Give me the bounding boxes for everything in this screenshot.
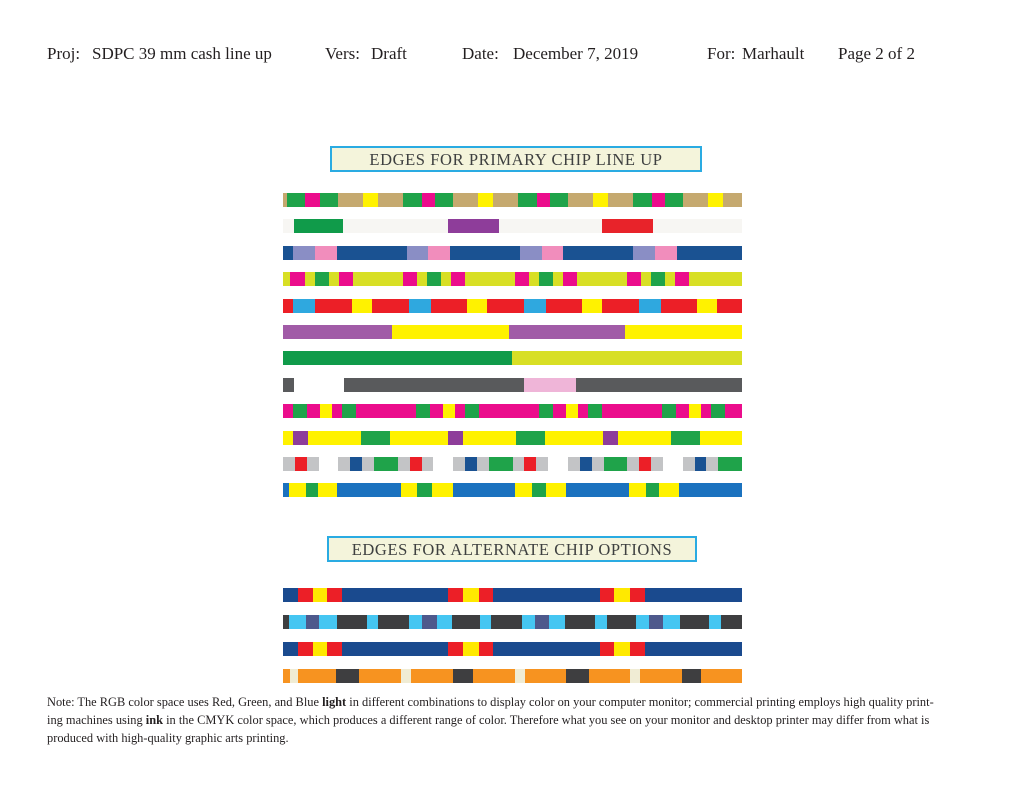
chip-edge-row-primary-07-green-chartreuse xyxy=(283,351,742,365)
chip-edge-row-alternate-03-navy-red-yellow xyxy=(283,642,742,656)
chip-edge-row-primary-05-red-cyan-yellow xyxy=(283,299,742,313)
edge-segment-altyellow xyxy=(614,588,630,602)
edge-segment-orange xyxy=(525,669,566,683)
edge-segment-red xyxy=(448,588,463,602)
edge-segment-tan xyxy=(723,193,742,207)
edge-segment-yellow xyxy=(708,193,723,207)
edge-segment-altcyan xyxy=(549,615,565,629)
edge-segment-green xyxy=(588,404,602,418)
edge-segment-tan xyxy=(338,193,363,207)
edge-segment-altyellow xyxy=(463,642,479,656)
for-value: Marhault xyxy=(742,44,805,63)
edge-segment-red xyxy=(298,642,313,656)
edge-segment-lavender xyxy=(520,246,542,260)
edge-segment-yellow xyxy=(618,431,671,445)
edge-segment-altyellow xyxy=(313,642,328,656)
edge-segment-charcoal xyxy=(576,378,742,392)
edge-segment-cream xyxy=(290,669,298,683)
edge-segment-green2 xyxy=(294,219,343,233)
edge-segment-green xyxy=(646,483,660,497)
edge-segment-red xyxy=(283,299,293,313)
edge-segment-cream xyxy=(515,669,525,683)
edge-segment-navy xyxy=(695,457,707,471)
edge-segment-green xyxy=(465,404,479,418)
edge-segment-tan xyxy=(493,193,518,207)
edge-segment-white xyxy=(663,457,683,471)
edge-segment-altcyan xyxy=(319,615,336,629)
edge-segment-white xyxy=(294,378,344,392)
edge-segment-slate xyxy=(535,615,549,629)
note-run: in the CMYK color space, which produces a different range of color. Therefore what you see on your monitor and desktop printer may differ from what is xyxy=(163,712,930,727)
edge-segment-gray xyxy=(513,457,525,471)
edge-segment-gray xyxy=(536,457,548,471)
edge-segment-blue xyxy=(566,483,629,497)
chip-edge-row-primary-10-yellow-purple-green xyxy=(283,431,742,445)
edge-segment-magenta xyxy=(283,404,293,418)
edge-segment-altcharcoal xyxy=(680,615,710,629)
edge-segment-pink xyxy=(428,246,450,260)
edge-segment-altnavy xyxy=(283,642,298,656)
edge-segment-chartreuse xyxy=(512,351,742,365)
edge-segment-chartreuse xyxy=(329,272,339,286)
edge-segment-lavender xyxy=(633,246,655,260)
edge-segment-blue xyxy=(679,483,742,497)
note-run: ing machines using xyxy=(47,712,146,727)
edge-segment-green xyxy=(671,431,700,445)
edge-segment-gray xyxy=(683,457,695,471)
edge-segment-tan xyxy=(568,193,593,207)
edge-segment-altcyan xyxy=(367,615,378,629)
edge-segment-pink xyxy=(542,246,563,260)
edge-segment-altcharcoal xyxy=(607,615,637,629)
note-bold-term: light xyxy=(322,695,347,709)
edge-segment-red xyxy=(602,299,639,313)
edge-segment-chartreuse xyxy=(465,272,515,286)
edge-segment-altnavy xyxy=(645,588,742,602)
edge-segment-magenta xyxy=(701,404,711,418)
edge-segment-white xyxy=(548,457,568,471)
edge-segment-gray xyxy=(592,457,604,471)
edge-segment-gray xyxy=(453,457,465,471)
edge-segment-navy xyxy=(450,246,520,260)
note-line xyxy=(47,730,987,748)
edge-segment-tan xyxy=(683,193,708,207)
chip-edge-row-primary-06-purple-yellow xyxy=(283,325,742,339)
edge-segment-altcharcoal xyxy=(337,615,367,629)
edge-segment-yellow xyxy=(467,299,487,313)
edge-segment-yellow xyxy=(320,404,332,418)
page-number: Page 2 of 2 xyxy=(838,44,915,63)
edge-segment-yellow xyxy=(697,299,717,313)
edge-segment-altnavy xyxy=(342,588,448,602)
edge-segment-yellow xyxy=(478,193,493,207)
edge-segment-red xyxy=(600,642,615,656)
note-line xyxy=(47,694,987,712)
edge-segment-magenta xyxy=(455,404,465,418)
edge-segment-red xyxy=(315,299,352,313)
note-run: in different combinations to display color on your computer monitor; commercial printing employs high quality print- xyxy=(346,695,934,709)
note-line xyxy=(47,712,987,730)
edge-segment-cyan xyxy=(409,299,431,313)
edge-segment-green xyxy=(435,193,453,207)
edge-segment-offwhite xyxy=(499,219,602,233)
edge-segment-red xyxy=(600,588,615,602)
edge-segment-magenta xyxy=(479,404,539,418)
edge-segment-gray xyxy=(362,457,374,471)
edge-segment-offwhite xyxy=(343,219,448,233)
edge-segment-offwhite xyxy=(283,219,294,233)
edge-segment-orange xyxy=(411,669,452,683)
edge-segment-tan xyxy=(378,193,403,207)
edge-segment-red xyxy=(717,299,742,313)
edge-segment-altcharcoal xyxy=(336,669,359,683)
edge-segment-green xyxy=(539,272,553,286)
edge-segment-chartreuse xyxy=(305,272,315,286)
edge-segment-gray xyxy=(422,457,434,471)
edge-segment-gray xyxy=(338,457,350,471)
chip-edge-row-alternate-04-orange-charcoal-cream xyxy=(283,669,742,683)
edge-segment-green xyxy=(651,272,665,286)
edge-segment-yellow xyxy=(392,325,509,339)
edge-segment-gray xyxy=(283,457,295,471)
edge-segment-magenta xyxy=(332,404,342,418)
edge-segment-chartreuse xyxy=(689,272,742,286)
edge-segment-green xyxy=(287,193,305,207)
chip-edge-row-primary-03-navy-lavender-pink xyxy=(283,246,742,260)
chip-edge-row-primary-11-gray-red-navy-green xyxy=(283,457,742,471)
edge-segment-magenta xyxy=(563,272,577,286)
edge-segment-yellow xyxy=(546,483,566,497)
edge-segment-navy xyxy=(677,246,742,260)
edge-segment-altcyan xyxy=(709,615,721,629)
edge-segment-gray xyxy=(398,457,410,471)
edge-segment-altnavy xyxy=(342,642,448,656)
edge-segment-magenta xyxy=(356,404,416,418)
edge-segment-magenta xyxy=(430,404,443,418)
edge-segment-green xyxy=(604,457,628,471)
edge-segment-green xyxy=(662,404,676,418)
note-run: Note: The RGB color space uses Red, Green, and Blue xyxy=(47,695,323,709)
edge-segment-magenta xyxy=(307,404,320,418)
edge-segment-green xyxy=(711,404,725,418)
edge-segment-slate xyxy=(306,615,319,629)
edge-segment-green xyxy=(374,457,398,471)
edge-segment-navy xyxy=(580,457,592,471)
edge-segment-purple2 xyxy=(293,431,308,445)
edge-segment-yellow xyxy=(545,431,603,445)
edge-segment-green xyxy=(416,404,430,418)
edge-segment-altcyan xyxy=(522,615,535,629)
edge-segment-red xyxy=(431,299,467,313)
edge-segment-green xyxy=(550,193,568,207)
edge-segment-yellow xyxy=(352,299,372,313)
edge-segment-magenta xyxy=(403,272,417,286)
chip-edge-row-alternate-02-charcoal-cyan-slate xyxy=(283,615,742,629)
edge-segment-magenta xyxy=(676,404,689,418)
edge-segment-lavender xyxy=(293,246,315,260)
chip-edge-row-primary-12-blue-yellow-green xyxy=(283,483,742,497)
edge-segment-white xyxy=(319,457,339,471)
edge-segment-red2 xyxy=(602,219,653,233)
edge-segment-orange xyxy=(473,669,515,683)
edge-segment-yellow xyxy=(515,483,532,497)
edge-segment-yellow xyxy=(308,431,361,445)
edge-segment-magenta xyxy=(339,272,353,286)
edge-segment-altcyan xyxy=(289,615,306,629)
edge-segment-altcharcoal xyxy=(453,669,473,683)
edge-segment-chartreuse xyxy=(353,272,403,286)
edge-segment-gray xyxy=(477,457,489,471)
edge-segment-chartreuse xyxy=(417,272,427,286)
edge-segment-green xyxy=(417,483,432,497)
edge-segment-magenta xyxy=(290,272,305,286)
edge-segment-altyellow xyxy=(313,588,328,602)
note-bold-term: ink xyxy=(145,712,164,727)
edge-segment-yellow xyxy=(582,299,602,313)
edge-segment-altcyan xyxy=(409,615,422,629)
edge-segment-purple2 xyxy=(448,219,499,233)
edge-segment-lavender xyxy=(407,246,428,260)
edge-segment-chartreuse xyxy=(529,272,539,286)
edge-segment-navy xyxy=(283,246,293,260)
edge-segment-magenta xyxy=(652,193,665,207)
edge-segment-blue xyxy=(337,483,401,497)
edge-segment-green2 xyxy=(283,351,512,365)
edge-segment-green xyxy=(532,483,546,497)
edge-segment-altcharcoal xyxy=(721,615,742,629)
edge-segment-yellow xyxy=(700,431,742,445)
chip-edge-row-primary-08-charcoal-pink xyxy=(283,378,742,392)
edge-segment-slate xyxy=(649,615,663,629)
edge-segment-red xyxy=(487,299,524,313)
edge-segment-navy xyxy=(337,246,407,260)
edge-segment-magenta xyxy=(553,404,566,418)
edge-segment-purple2 xyxy=(603,431,618,445)
primary-edge-rows xyxy=(283,193,742,510)
edge-segment-green xyxy=(427,272,441,286)
edge-segment-red xyxy=(295,457,307,471)
edge-segment-altcyan xyxy=(663,615,679,629)
edge-segment-green xyxy=(633,193,652,207)
edge-segment-red xyxy=(630,642,645,656)
date-label: Date: xyxy=(462,44,499,63)
chip-edge-row-primary-01-tan-green-magenta-yellow xyxy=(283,193,742,207)
edge-segment-tan xyxy=(608,193,633,207)
edge-segment-orange xyxy=(640,669,681,683)
edge-segment-green xyxy=(342,404,356,418)
edge-segment-charcoal xyxy=(344,378,524,392)
edge-segment-altcharcoal xyxy=(566,669,589,683)
edge-segment-cyan xyxy=(639,299,661,313)
edge-segment-chartreuse xyxy=(665,272,675,286)
edge-segment-magenta xyxy=(725,404,742,418)
edge-segment-yellow xyxy=(363,193,378,207)
edge-segment-yellow xyxy=(289,483,306,497)
edge-segment-yellow xyxy=(659,483,679,497)
edge-segment-navy xyxy=(350,457,362,471)
edge-segment-magenta xyxy=(627,272,641,286)
edge-segment-red xyxy=(448,642,463,656)
edge-segment-orange xyxy=(283,669,290,683)
edge-segment-yellow xyxy=(689,404,701,418)
for-label: For: xyxy=(707,44,736,63)
edge-segment-red xyxy=(479,642,494,656)
edge-segment-red xyxy=(372,299,409,313)
edge-segment-green xyxy=(320,193,338,207)
edge-segment-yellow xyxy=(318,483,337,497)
chip-edge-row-alternate-01-navy-red-yellow xyxy=(283,588,742,602)
alternate-section-title: EDGES FOR ALTERNATE CHIP OPTIONS xyxy=(327,536,697,562)
edge-segment-yellow xyxy=(629,483,646,497)
edge-segment-altyellow xyxy=(463,588,479,602)
edge-segment-red xyxy=(630,588,645,602)
edge-segment-altyellow xyxy=(614,642,630,656)
edge-segment-red xyxy=(524,457,536,471)
edge-segment-red xyxy=(327,642,342,656)
edge-segment-magenta xyxy=(305,193,320,207)
edge-segment-lightpink xyxy=(524,378,576,392)
edge-segment-tan xyxy=(453,193,478,207)
edge-segment-yellow xyxy=(463,431,516,445)
alternate-edge-rows xyxy=(283,588,742,696)
edge-segment-orange xyxy=(589,669,630,683)
edge-segment-green xyxy=(489,457,513,471)
date-value: December 7, 2019 xyxy=(513,44,639,63)
edge-segment-navy xyxy=(563,246,633,260)
edge-segment-purple xyxy=(509,325,625,339)
chip-edge-row-primary-02-white-green-purple-red xyxy=(283,219,742,233)
note-run: produced with high-quality graphic arts printing. xyxy=(47,730,289,745)
edge-segment-chartreuse xyxy=(283,272,290,286)
edge-segment-red xyxy=(661,299,697,313)
edge-segment-green xyxy=(306,483,319,497)
edge-segment-altnavy xyxy=(493,588,599,602)
edge-segment-red xyxy=(639,457,651,471)
edge-segment-navy xyxy=(465,457,477,471)
edge-segment-magenta xyxy=(602,404,662,418)
edge-segment-yellow xyxy=(566,404,578,418)
edge-segment-orange xyxy=(701,669,741,683)
edge-segment-red xyxy=(479,588,494,602)
primary-section-title: EDGES FOR PRIMARY CHIP LINE UP xyxy=(330,146,702,172)
edge-segment-green xyxy=(718,457,742,471)
edge-segment-altcyan xyxy=(480,615,491,629)
vers-value: Draft xyxy=(371,44,407,63)
edge-segment-chartreuse xyxy=(641,272,651,286)
edge-segment-magenta xyxy=(537,193,550,207)
edge-segment-altcharcoal xyxy=(452,615,480,629)
edge-segment-altcharcoal xyxy=(491,615,521,629)
edge-segment-magenta xyxy=(515,272,529,286)
edge-segment-yellow xyxy=(625,325,742,339)
proj-label: Proj: xyxy=(47,44,81,63)
edge-segment-green xyxy=(516,431,545,445)
edge-segment-cyan xyxy=(293,299,315,313)
edge-segment-gray xyxy=(627,457,639,471)
edge-segment-orange xyxy=(359,669,401,683)
edge-segment-green xyxy=(315,272,329,286)
edge-segment-altnavy xyxy=(645,642,742,656)
edge-segment-white xyxy=(433,457,453,471)
edge-segment-cream xyxy=(401,669,411,683)
edge-segment-magenta xyxy=(451,272,465,286)
edge-segment-chartreuse xyxy=(577,272,627,286)
edge-segment-red xyxy=(327,588,342,602)
edge-segment-pink xyxy=(315,246,337,260)
edge-segment-altnavy xyxy=(283,588,298,602)
edge-segment-red xyxy=(410,457,422,471)
chip-edge-row-primary-09-magenta-green-yellow xyxy=(283,404,742,418)
edge-segment-magenta xyxy=(422,193,435,207)
edge-segment-red xyxy=(546,299,582,313)
edge-segment-red xyxy=(298,588,313,602)
edge-segment-altcyan xyxy=(636,615,649,629)
edge-segment-cyan xyxy=(524,299,546,313)
edge-segment-gray xyxy=(651,457,663,471)
edge-segment-green xyxy=(293,404,307,418)
edge-segment-yellow xyxy=(432,483,454,497)
edge-segment-purple2 xyxy=(448,431,463,445)
edge-segment-chartreuse xyxy=(553,272,563,286)
edge-segment-green xyxy=(539,404,553,418)
edge-segment-gray xyxy=(568,457,580,471)
edge-segment-chartreuse xyxy=(441,272,451,286)
edge-segment-altnavy xyxy=(493,642,599,656)
edge-segment-green xyxy=(665,193,683,207)
edge-segment-charcoal xyxy=(283,378,294,392)
vers-label: Vers: xyxy=(325,44,360,63)
edge-segment-altcharcoal xyxy=(378,615,408,629)
edge-segment-green xyxy=(518,193,537,207)
edge-segment-yellow xyxy=(390,431,448,445)
edge-segment-altcharcoal xyxy=(565,615,595,629)
edge-segment-altcyan xyxy=(437,615,453,629)
note-text xyxy=(47,694,987,748)
chip-edge-row-primary-04-chartreuse-magenta-green xyxy=(283,272,742,286)
edge-segment-altcharcoal xyxy=(682,669,702,683)
edge-segment-magenta xyxy=(675,272,689,286)
edge-segment-altcyan xyxy=(595,615,607,629)
edge-segment-slate xyxy=(422,615,437,629)
proj-value: SDPC 39 mm cash line up xyxy=(92,44,272,63)
edge-segment-blue xyxy=(453,483,515,497)
edge-segment-yellow xyxy=(283,431,293,445)
edge-segment-gray xyxy=(307,457,319,471)
edge-segment-yellow xyxy=(443,404,455,418)
edge-segment-green xyxy=(403,193,422,207)
edge-segment-purple xyxy=(283,325,392,339)
edge-segment-gray xyxy=(706,457,718,471)
edge-segment-green xyxy=(361,431,390,445)
edge-segment-yellow xyxy=(593,193,608,207)
edge-segment-orange xyxy=(298,669,337,683)
edge-segment-magenta xyxy=(578,404,588,418)
edge-segment-pink xyxy=(655,246,677,260)
edge-segment-yellow xyxy=(401,483,417,497)
edge-segment-offwhite xyxy=(653,219,742,233)
edge-segment-cream xyxy=(630,669,640,683)
